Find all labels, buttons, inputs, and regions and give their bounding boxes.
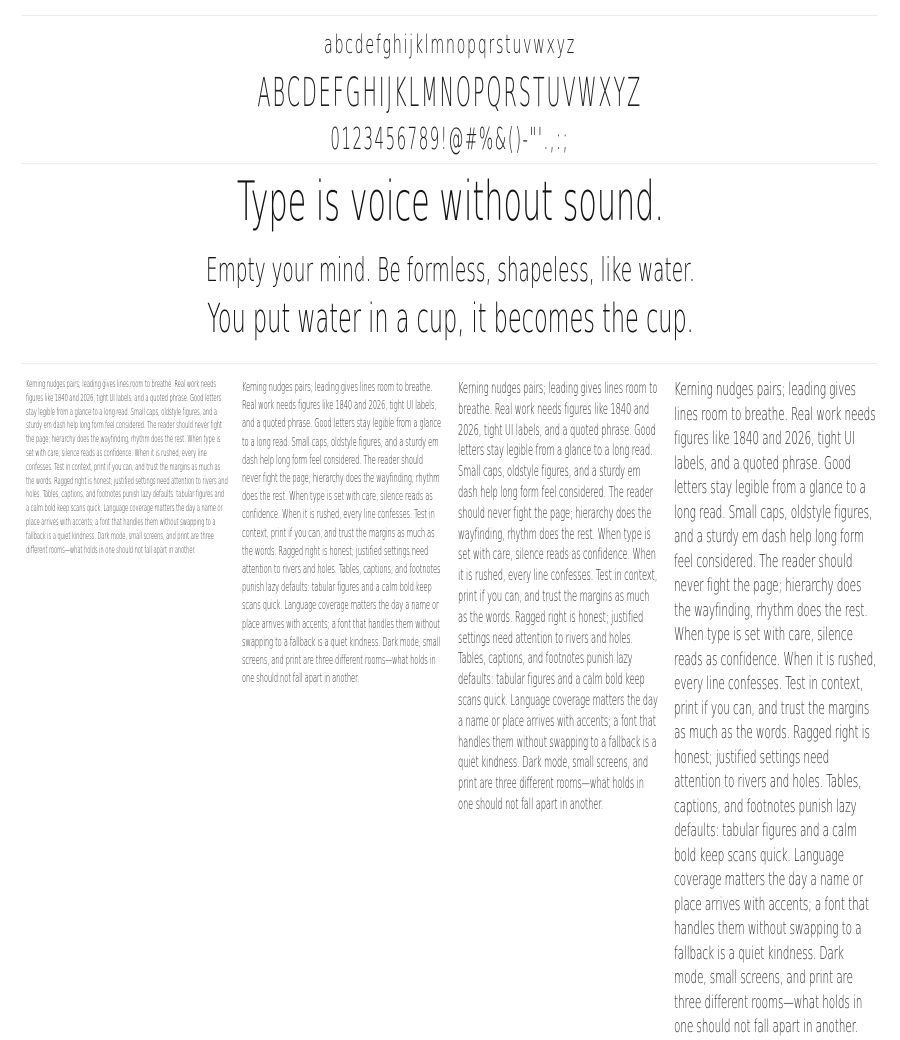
quote-section-divider <box>22 363 878 364</box>
headline-quote: Type is voice without sound. <box>236 170 664 233</box>
lowercase-alphabet: abcdefghijklmnopqrstuvwxyz <box>324 30 576 60</box>
waterfall-column-xlarge <box>674 378 878 1037</box>
lowercase-alphabet-row <box>0 30 900 60</box>
waterfall-column-medium <box>242 378 442 686</box>
glyph-section-divider <box>22 163 878 164</box>
figures-punctuation-row <box>0 122 900 157</box>
uppercase-alphabet-row <box>0 70 900 116</box>
waterfall-paragraph: Kerning nudges pairs; leading gives lines room to breathe. Real work needs figures like 1840 and 2026, tight UI labels, and a quoted phrase. Good letters stay legible from a glance to a long read. Small caps, oldstyle figures, and a sturdy em dash help long form feel considered. The reader should never fight the page; hierarchy does the wayfinding, rhythm does the rest. When type is set with care, silence reads as confidence. When it is rushed, every line confesses. Test in context, print if you can, and trust the margins as much as the words. Ragged right is honest; justified settings need attention to rivers and holes. Tables, captions, and footnotes punish lazy defaults: tabular figures and a calm bold keep scans quick. Language coverage matters the day a name or place arrives with accents; a font that handles them without swapping to a fallback is a quiet kindness. Dark mode, small screens, and print are three different rooms—what holds in one should not fall apart in another. <box>26 379 228 556</box>
figures-punctuation: 0123456789!@#%&()-"'.,:; <box>330 122 570 157</box>
quote-line-1-row <box>0 250 900 289</box>
quote-line-2-row <box>0 296 900 342</box>
headline-row <box>0 170 900 233</box>
waterfall-paragraph: Kerning nudges pairs; leading gives lines room to breathe. Real work needs figures like 1840 and 2026, tight UI labels, and a quoted phrase. Good letters stay legible from a glance to a long read. Small caps, oldstyle figures, and a sturdy em dash help long form feel considered. The reader should never fight the page; hierarchy does the wayfinding, rhythm does the rest. When type is set with care, silence reads as confidence. When it is rushed, every line confesses. Test in context, print if you can, and trust the margins as much as the words. Ragged right is honest; justified settings need attention to rivers and holes. Tables, captions, and footnotes punish lazy defaults: tabular figures and a calm bold keep scans quick. Language coverage matters the day a name or place arrives with accents; a font that handles them without swapping to a fallback is a quiet kindness. Dark mode, small screens, and print are three different rooms—what holds in one should not fall apart in another. <box>242 379 442 686</box>
waterfall-paragraph: Kerning nudges pairs; leading gives lines room to breathe. Real work needs figures like 1840 and 2026, tight UI labels, and a quoted phrase. Good letters stay legible from a glance to a long read. Small caps, oldstyle figures, and a sturdy em dash help long form feel considered. The reader should never fight the page; hierarchy does the wayfinding, rhythm does the rest. When type is set with care, silence reads as confidence. When it is rushed, every line confesses. Test in context, print if you can, and trust the margins as much as the words. Ragged right is honest; justified settings need attention to rivers and holes. Tables, captions, and footnotes punish lazy defaults: tabular figures and a calm bold keep scans quick. Language coverage matters the day a name or place arrives with accents; a font that handles them without swapping to a fallback is a quiet kindness. Dark mode, small screens, and print are three different rooms—what holds in one should not fall apart in another. <box>458 379 658 813</box>
top-divider <box>22 15 878 16</box>
quote-line-1: Empty your mind. Be formless, shapeless, like water. <box>205 250 695 289</box>
waterfall-column-small <box>26 378 228 635</box>
uppercase-alphabet: ABCDEFGHIJKLMNOPQRSTUVWXYZ <box>257 70 643 116</box>
quote-line-2: You put water in a cup, it becomes the cup. <box>206 296 694 342</box>
waterfall-paragraph: Kerning nudges pairs; leading gives lines room to breathe. Real work needs figures like 1840 and 2026, tight UI labels, and a quoted phrase. Good letters stay legible from a glance to a long read. Small caps, oldstyle figures, and a sturdy em dash help long form feel considered. The reader should never fight the page; hierarchy does the wayfinding, rhythm does the rest. When type is set with care, silence reads as confidence. When it is rushed, every line confesses. Test in context, print if you can, and trust the margins as much as the words. Ragged right is honest; justified settings need attention to rivers and holes. Tables, captions, and footnotes punish lazy defaults: tabular figures and a calm bold keep scans quick. Language coverage matters the day a name or place arrives with accents; a font that handles them without swapping to a fallback is a quiet kindness. Dark mode, small screens, and print are three different rooms—what holds in one should not fall apart in another. <box>674 379 877 1037</box>
waterfall-column-large <box>458 378 658 813</box>
